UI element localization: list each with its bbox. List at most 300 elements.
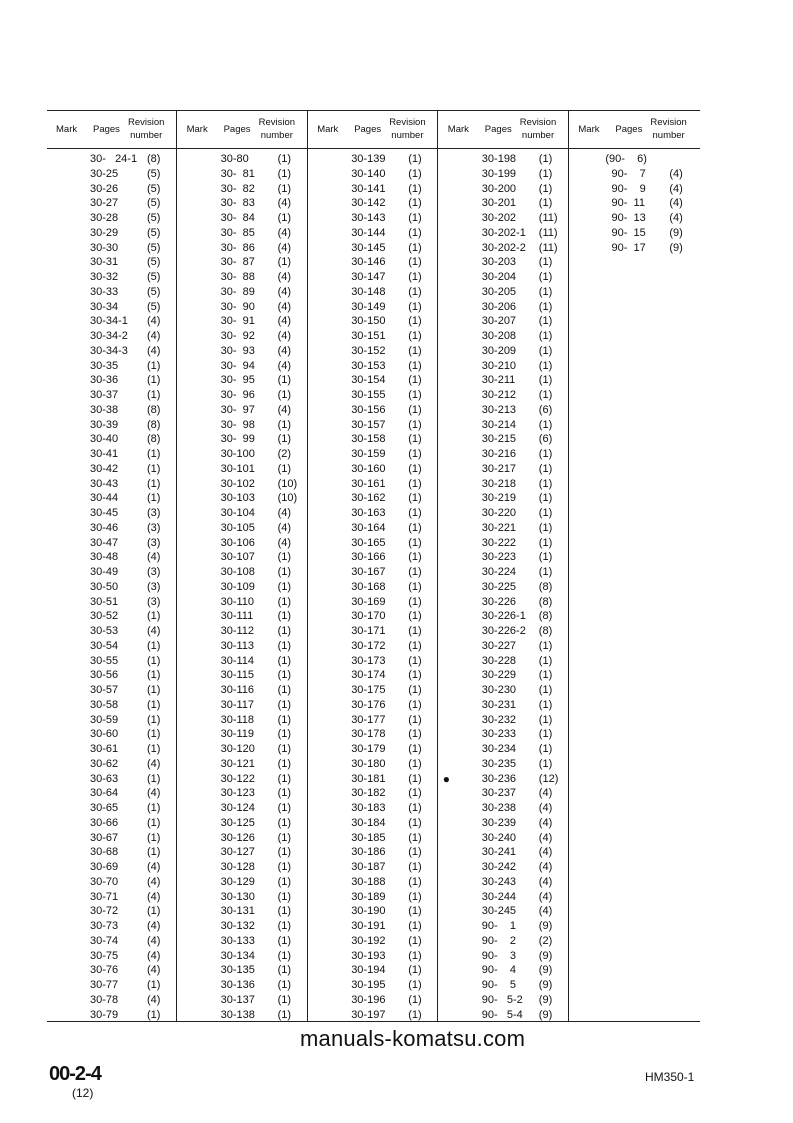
pages-cell: 30-194: [351, 964, 386, 977]
table-row: [308, 506, 438, 521]
revision-cell: (4): [147, 315, 161, 328]
pages-cell: 30- 83: [220, 197, 255, 210]
revision-cell: (1): [408, 861, 422, 873]
pages-cell: 30-169: [351, 595, 386, 608]
table-row: [47, 609, 177, 624]
table-row: [308, 934, 438, 949]
table-row: [47, 816, 177, 831]
header-revision-number: [650, 116, 686, 142]
table-row: [308, 993, 438, 1008]
revision-cell: (4): [277, 507, 292, 519]
pages-cell: 30-26: [90, 182, 119, 195]
pages-cell: 30-55: [90, 654, 119, 667]
pages-cell: 30-234: [481, 743, 517, 755]
table-row: [439, 845, 569, 860]
table-row: [47, 432, 177, 447]
revision-cell: (1): [147, 684, 161, 696]
table-row: [47, 255, 177, 270]
pages-cell: 30-139: [351, 153, 386, 165]
revision-cell: (4): [147, 625, 161, 637]
table-row: [178, 432, 308, 447]
table-row: [47, 993, 177, 1008]
revision-cell: (4): [538, 802, 553, 814]
table-row: [308, 285, 438, 300]
pages-cell: 30-67: [90, 831, 119, 844]
revision-cell: (4): [147, 949, 161, 962]
pages-cell: 30-105: [220, 521, 255, 534]
pages-cell: 30-138: [220, 1008, 255, 1021]
revision-cell: (1): [277, 418, 292, 431]
table-row: [47, 152, 177, 167]
table-row: [308, 344, 438, 359]
revision-cell: (1): [408, 890, 422, 903]
pages-cell: 30-60: [90, 728, 119, 741]
revision-cell: (1): [408, 875, 422, 888]
revision-cell: (4): [277, 241, 292, 254]
table-row: [178, 329, 308, 344]
pages-cell: 30-34-2: [90, 330, 128, 342]
pages-cell: 30-204: [481, 271, 517, 283]
revision-cell: (11): [538, 212, 558, 224]
table-row: [569, 211, 699, 226]
revision-cell: (10): [277, 492, 298, 505]
table-row: [178, 978, 308, 993]
revision-cell: (1): [408, 462, 422, 475]
revision-cell: (1): [147, 831, 161, 844]
pages-cell: 30-107: [220, 551, 255, 564]
revision-cell: (1): [538, 654, 553, 667]
table-row: [439, 521, 569, 536]
pages-cell: 30-202-2: [481, 241, 526, 254]
pages-cell: 30-226-1: [481, 610, 526, 623]
table-row: [308, 816, 438, 831]
pages-cell: 30-155: [351, 389, 386, 401]
table-row: [47, 890, 177, 905]
revision-cell: (1): [277, 256, 292, 269]
table-row: [47, 713, 177, 728]
pages-cell: 30-129: [220, 875, 255, 888]
pages-cell: 30-115: [220, 669, 255, 682]
pages-cell: 30-208: [481, 330, 517, 342]
row-list: [47, 152, 177, 1022]
pages-cell: 30-222: [481, 536, 517, 549]
header-pages: Pages: [354, 124, 382, 135]
table-row: [178, 668, 308, 683]
revision-cell: (4): [147, 787, 161, 800]
table-row: [47, 226, 177, 241]
pages-cell: 30-195: [351, 979, 386, 991]
revision-cell: (1): [408, 698, 422, 711]
table-row: [178, 211, 308, 226]
pages-cell: 30- 90: [220, 300, 255, 313]
pages-cell: 30-145: [351, 241, 386, 254]
pages-cell: 30-109: [220, 580, 255, 593]
pages-cell: 30- 24-1: [90, 153, 138, 165]
pages-cell: 30-133: [220, 934, 255, 947]
table-row: [47, 978, 177, 993]
table-column: [569, 111, 699, 1021]
table-row: [308, 742, 438, 757]
revision-cell: (1): [538, 167, 553, 180]
pages-cell: 30-166: [351, 551, 386, 564]
revision-cell: (1): [147, 374, 161, 387]
revision-cell: (1): [538, 521, 553, 534]
table-row: [47, 801, 177, 816]
revision-cell: (1): [277, 920, 292, 932]
revision-cell: (1): [277, 1008, 292, 1021]
revision-cell: (1): [538, 448, 553, 460]
pages-cell: 30-142: [351, 197, 386, 210]
pages-cell: 30-100: [220, 448, 255, 460]
table-row: [178, 757, 308, 772]
revision-table: [47, 110, 700, 1022]
table-row: [439, 742, 569, 757]
revision-cell: (1): [277, 684, 292, 696]
revision-cell: (4): [538, 787, 553, 800]
pages-cell: 30-241: [481, 846, 517, 859]
pages-cell: 90- 5: [481, 979, 517, 991]
revision-cell: (4): [147, 890, 161, 903]
pages-cell: 30-27: [90, 197, 119, 210]
pages-cell: 30-219: [481, 492, 517, 505]
table-row: [308, 713, 438, 728]
pages-cell: 30-151: [351, 330, 386, 342]
revision-cell: (1): [277, 566, 292, 578]
table-row: [308, 654, 438, 669]
revision-cell: (4): [277, 285, 292, 298]
table-row: [47, 757, 177, 772]
table-row: [178, 506, 308, 521]
table-row: [439, 727, 569, 742]
table-row: [569, 182, 699, 197]
table-row: [178, 403, 308, 418]
revision-cell: (4): [147, 993, 161, 1006]
pages-cell: 30-117: [220, 698, 255, 711]
pages-cell: 30-201: [481, 197, 517, 210]
revision-cell: (1): [538, 462, 553, 475]
table-row: [308, 196, 438, 211]
revision-cell: (1): [538, 743, 553, 755]
pages-cell: 90- 7: [605, 167, 646, 180]
table-row: [178, 521, 308, 536]
table-row: [178, 624, 308, 639]
table-row: [308, 875, 438, 890]
table-row: [569, 167, 699, 182]
revision-cell: (1): [277, 787, 292, 800]
pages-cell: 30-167: [351, 566, 386, 578]
header-revision-number: [259, 116, 295, 142]
header-mark: Mark: [578, 124, 600, 135]
pages-cell: 30-112: [220, 625, 255, 637]
revision-cell: (5): [147, 167, 161, 180]
pages-cell: 30-179: [351, 743, 386, 755]
revision-cell: (10): [277, 477, 298, 490]
revision-cell: (1): [277, 831, 292, 844]
header-revision: Revision: [519, 117, 557, 128]
pages-cell: 30-121: [220, 757, 255, 770]
revision-cell: (6): [538, 433, 553, 446]
pages-cell: 30-118: [220, 713, 255, 726]
pages-cell: 30-184: [351, 816, 386, 829]
pages-cell: 30-186: [351, 846, 386, 859]
pages-cell: 30- 87: [220, 256, 255, 269]
table-row: [178, 831, 308, 846]
pages-cell: 30-76: [90, 964, 119, 977]
table-row: [47, 536, 177, 551]
revision-cell: (1): [408, 905, 422, 918]
table-row: [308, 1008, 438, 1023]
revision-cell: (11): [538, 226, 558, 239]
revision-cell: (1): [538, 536, 553, 549]
revision-cell: (1): [147, 462, 161, 475]
revision-cell: (1): [538, 639, 553, 652]
table-row: [308, 845, 438, 860]
table-row: [178, 580, 308, 595]
revision-cell: (9): [538, 1008, 553, 1021]
pages-cell: 30-165: [351, 536, 386, 549]
pages-cell: 30- 98: [220, 418, 255, 431]
revision-cell: (2): [277, 448, 292, 460]
table-row: [308, 167, 438, 182]
table-row: [47, 344, 177, 359]
header-revision: Revision: [258, 117, 296, 128]
table-row: [439, 403, 569, 418]
pages-cell: 30-59: [90, 713, 119, 726]
revision-cell: (4): [147, 875, 161, 888]
table-row: [47, 1008, 177, 1023]
revision-cell: (4): [538, 861, 553, 873]
table-row: [47, 772, 177, 787]
table-row: [439, 152, 569, 167]
table-row: [439, 226, 569, 241]
revision-cell: (3): [147, 536, 161, 549]
revision-cell: (4): [277, 359, 292, 372]
pages-cell: 30-161: [351, 477, 386, 490]
revision-cell: (5): [147, 226, 161, 239]
table-row: [308, 963, 438, 978]
revision-cell: (3): [147, 521, 161, 534]
pages-cell: 30-178: [351, 728, 386, 741]
revision-cell: (1): [408, 551, 422, 564]
revision-cell: (1): [277, 639, 292, 652]
revision-cell: (1): [277, 934, 292, 947]
pages-cell: 30-106: [220, 536, 255, 549]
table-row: [178, 654, 308, 669]
revision-cell: (1): [408, 831, 422, 844]
pages-cell: 30-49: [90, 566, 119, 578]
row-list: [569, 152, 699, 255]
revision-cell: (1): [538, 285, 553, 298]
revision-cell: (1): [147, 698, 161, 711]
revision-cell: (3): [147, 507, 161, 519]
revision-cell: (1): [408, 315, 422, 328]
table-row: [178, 565, 308, 580]
table-row: [308, 639, 438, 654]
column-header: [178, 111, 308, 148]
table-row: [308, 580, 438, 595]
revision-cell: (1): [408, 448, 422, 460]
revision-cell: (1): [277, 433, 292, 446]
revision-cell: (3): [147, 595, 161, 608]
revision-cell: (1): [408, 684, 422, 696]
pages-cell: 30-162: [351, 492, 386, 505]
pages-cell: 30-45: [90, 507, 119, 519]
revision-cell: (1): [408, 330, 422, 342]
pages-cell: 30-227: [481, 639, 517, 652]
revision-cell: (1): [408, 625, 422, 637]
pages-cell: 90- 11: [605, 197, 645, 210]
pages-cell: 30-218: [481, 477, 517, 490]
table-row: [178, 727, 308, 742]
pages-cell: 30-36: [90, 374, 119, 387]
revision-cell: (1): [408, 595, 422, 608]
revision-cell: (4): [147, 861, 161, 873]
revision-cell: (1): [408, 241, 422, 254]
revision-cell: (4): [538, 875, 553, 888]
header-pages: Pages: [484, 124, 512, 135]
table-row: [439, 786, 569, 801]
header-revision: Revision: [650, 117, 687, 128]
revision-cell: (1): [538, 197, 553, 210]
table-row: [47, 373, 177, 388]
pages-cell: 30-156: [351, 403, 386, 416]
revision-cell: (1): [538, 492, 553, 505]
pages-cell: 30-238: [481, 802, 517, 814]
header-revision: Revision: [128, 117, 165, 128]
table-row: [47, 742, 177, 757]
pages-cell: 30-73: [90, 920, 119, 932]
table-row: [308, 300, 438, 315]
revision-cell: (4): [669, 197, 683, 210]
revision-cell: (1): [277, 669, 292, 682]
table-row: [178, 255, 308, 270]
revision-cell: (1): [277, 949, 292, 962]
revision-cell: (1): [538, 728, 553, 741]
revision-cell: (5): [147, 271, 161, 283]
revision-cell: (1): [147, 669, 161, 682]
pages-cell: 30-236: [481, 772, 517, 785]
revision-cell: (1): [408, 271, 422, 283]
revision-cell: (4): [277, 344, 292, 357]
header-revision-number: [389, 116, 425, 142]
pages-cell: 30-79: [90, 1008, 119, 1021]
table-row: [178, 241, 308, 256]
table-row: [178, 226, 308, 241]
revision-cell: (6): [538, 403, 553, 416]
revision-cell: (1): [408, 802, 422, 814]
pages-cell: 30-176: [351, 698, 386, 711]
pages-cell: 90- 2: [481, 934, 517, 947]
pages-cell: 30- 85: [220, 226, 255, 239]
revision-cell: (1): [147, 802, 161, 814]
revision-cell: (1): [147, 610, 161, 623]
pages-cell: 30-29: [90, 226, 119, 239]
pages-cell: 30-245: [481, 905, 517, 918]
pages-cell: 30-43: [90, 477, 119, 490]
revision-cell: (1): [277, 551, 292, 564]
revision-cell: (9): [538, 949, 553, 962]
table-row: [569, 196, 699, 211]
pages-cell: 30-111: [220, 610, 254, 623]
pages-cell: 30-216: [481, 448, 517, 460]
table-row: [178, 801, 308, 816]
revision-cell: (4): [538, 905, 553, 918]
revision-cell: (1): [408, 993, 422, 1006]
revision-cell: (8): [538, 610, 553, 623]
pages-cell: 90- 3: [481, 949, 517, 962]
revision-cell: (2): [538, 934, 553, 947]
pages-cell: 30- 89: [220, 285, 255, 298]
table-row: [178, 300, 308, 315]
pages-cell: 30-128: [220, 861, 255, 873]
pages-cell: 30-34-3: [90, 344, 128, 357]
row-list: [439, 152, 569, 1022]
table-row: [47, 683, 177, 698]
revision-cell: (1): [147, 846, 161, 859]
revision-cell: (5): [147, 300, 161, 313]
revision-cell: (4): [147, 920, 161, 932]
revision-cell: (1): [538, 256, 553, 269]
revision-cell: (1): [147, 359, 161, 372]
table-row: [178, 595, 308, 610]
table-row: [178, 713, 308, 728]
header-revision-number: [128, 116, 164, 142]
table-row: [439, 698, 569, 713]
row-list: [308, 152, 438, 1022]
table-row: [47, 477, 177, 492]
revision-cell: (1): [277, 389, 292, 401]
table-row: [47, 875, 177, 890]
table-row: [178, 1008, 308, 1023]
pages-cell: 30-171: [351, 625, 386, 637]
revision-cell: (5): [147, 197, 161, 210]
revision-cell: (9): [538, 920, 553, 932]
table-row: [47, 182, 177, 197]
revision-cell: (4): [669, 212, 683, 224]
revision-cell: (5): [147, 285, 161, 298]
pages-cell: 30-127: [220, 846, 255, 859]
revision-cell: (1): [538, 153, 553, 165]
table-row: [178, 418, 308, 433]
table-row: [308, 211, 438, 226]
pages-cell: 30-198: [481, 153, 517, 165]
pages-cell: 30-207: [481, 315, 517, 328]
pages-cell: 30-75: [90, 949, 119, 962]
pages-cell: 30-177: [351, 713, 386, 726]
table-row: [439, 595, 569, 610]
revision-cell: (1): [408, 669, 422, 682]
table-row: [47, 241, 177, 256]
table-row: [439, 934, 569, 949]
pages-cell: 30-188: [351, 875, 386, 888]
pages-cell: 30-240: [481, 831, 517, 844]
pages-cell: 30-39: [90, 418, 119, 431]
revision-cell: (1): [408, 728, 422, 741]
table-row: [439, 182, 569, 197]
revision-cell: (5): [147, 256, 161, 269]
revision-cell: (1): [538, 300, 553, 313]
pages-cell: 30-52: [90, 610, 119, 623]
table-row: [439, 683, 569, 698]
table-row: [178, 786, 308, 801]
pages-cell: 30-31: [90, 256, 119, 269]
revision-cell: (1): [408, 300, 422, 313]
header-pages: Pages: [93, 124, 120, 135]
pages-cell: 30-63: [90, 772, 119, 785]
table-row: [178, 373, 308, 388]
pages-cell: 30-71: [90, 890, 119, 903]
pages-cell: 30-51: [90, 595, 119, 608]
